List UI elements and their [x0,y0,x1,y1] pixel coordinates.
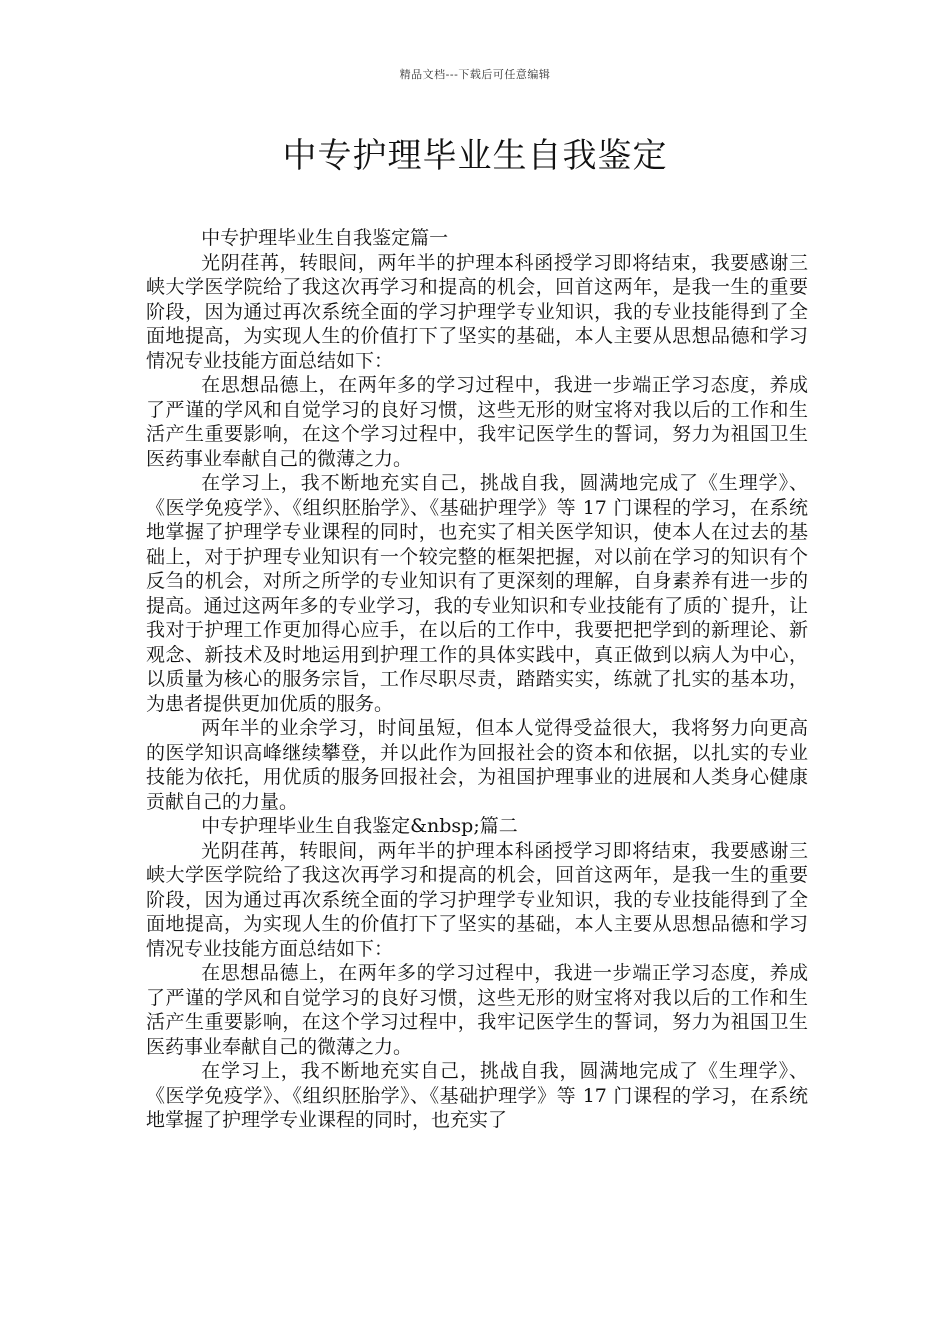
paragraph: 两年半的业余学习，时间虽短，但本人觉得受益很大，我将努力向更高的医学知识高峰继续攀登，并以此作为回报社会的资本和依据，以扎实的专业技能为依托，用优质的服务回报社会，为祖国护理事业的进展和人类身心健康贡献自己的力量。 [146,717,808,813]
document-title: 中专护理毕业生自我鉴定 [282,136,668,176]
header-note: 精品文档---下载后可任意编辑 [399,68,551,81]
paragraph: 光阴荏苒，转眼间，两年半的护理本科函授学习即将结束，我要感谢三峡大学医学院给了我这次再学习和提高的机会，回首这两年，是我一生的重要阶段，因为通过再次系统全面的学习护理学专业知识，我的专业技能得到了全面地提高，为实现人生的价值打下了坚实的基础，本人主要从思想品德和学习情况专业技能方面总结如下： [146,839,808,960]
document-body [146,226,808,1133]
paragraph: 在思想品德上，在两年多的学习过程中，我进一步端正学习态度，养成了严谨的学风和自觉学习的良好习惯，这些无形的财宝将对我以后的工作和生活产生重要影响，在这个学习过程中，我牢记医学生的誓词，努力为祖国卫生医药事业奉献自己的微薄之力。 [146,962,808,1058]
section-heading-2: 中专护理毕业生自我鉴定&nbsp;篇二 [201,815,518,837]
section-heading-1: 中专护理毕业生自我鉴定篇一 [201,227,449,249]
paragraph: 光阴荏苒，转眼间，两年半的护理本科函授学习即将结束，我要感谢三峡大学医学院给了我这次再学习和提高的机会，回首这两年，是我一生的重要阶段，因为通过再次系统全面的学习护理学专业知识，我的专业技能得到了全面地提高，为实现人生的价值打下了坚实的基础，本人主要从思想品德和学习情况专业技能方面总结如下： [146,251,808,372]
paragraph: 在学习上，我不断地充实自己，挑战自我，圆满地完成了《生理学》、《医学免疫学》、《组织胚胎学》、《基础护理学》等 17 门课程的学习，在系统地掌握了护理学专业课程的同时，也充实了 [146,1060,808,1131]
paragraph: 在学习上，我不断地充实自己，挑战自我，圆满地完成了《生理学》、《医学免疫学》、《组织胚胎学》、《基础护理学》等 17 门课程的学习，在系统地掌握了护理学专业课程的同时，也充实了相关医学知识，使本人在过去的基础上，对于护理专业知识有一个较完整的框架把握，对以前在学习的知识有个反刍的机会，对所之所学的专业知识有了更深刻的理解，自身素养有进一步的提高。通过这两年多的专业学习，我的专业知识和专业技能有了质的`提升，让我对于护理工作更加得心应手，在以后的工作中，我要把把学到的新理论、新观念、新技术及时地运用到护理工作的具体实践中，真正做到以病人为中心，以质量为核心的服务宗旨，工作尽职尽责，踏踏实实，练就了扎实的基本功，为患者提供更加优质的服务。 [146,472,808,715]
paragraph: 在思想品德上，在两年多的学习过程中，我进一步端正学习态度，养成了严谨的学风和自觉学习的良好习惯，这些无形的财宝将对我以后的工作和生活产生重要影响，在这个学习过程中，我牢记医学生的誓词，努力为祖国卫生医药事业奉献自己的微薄之力。 [146,374,808,470]
